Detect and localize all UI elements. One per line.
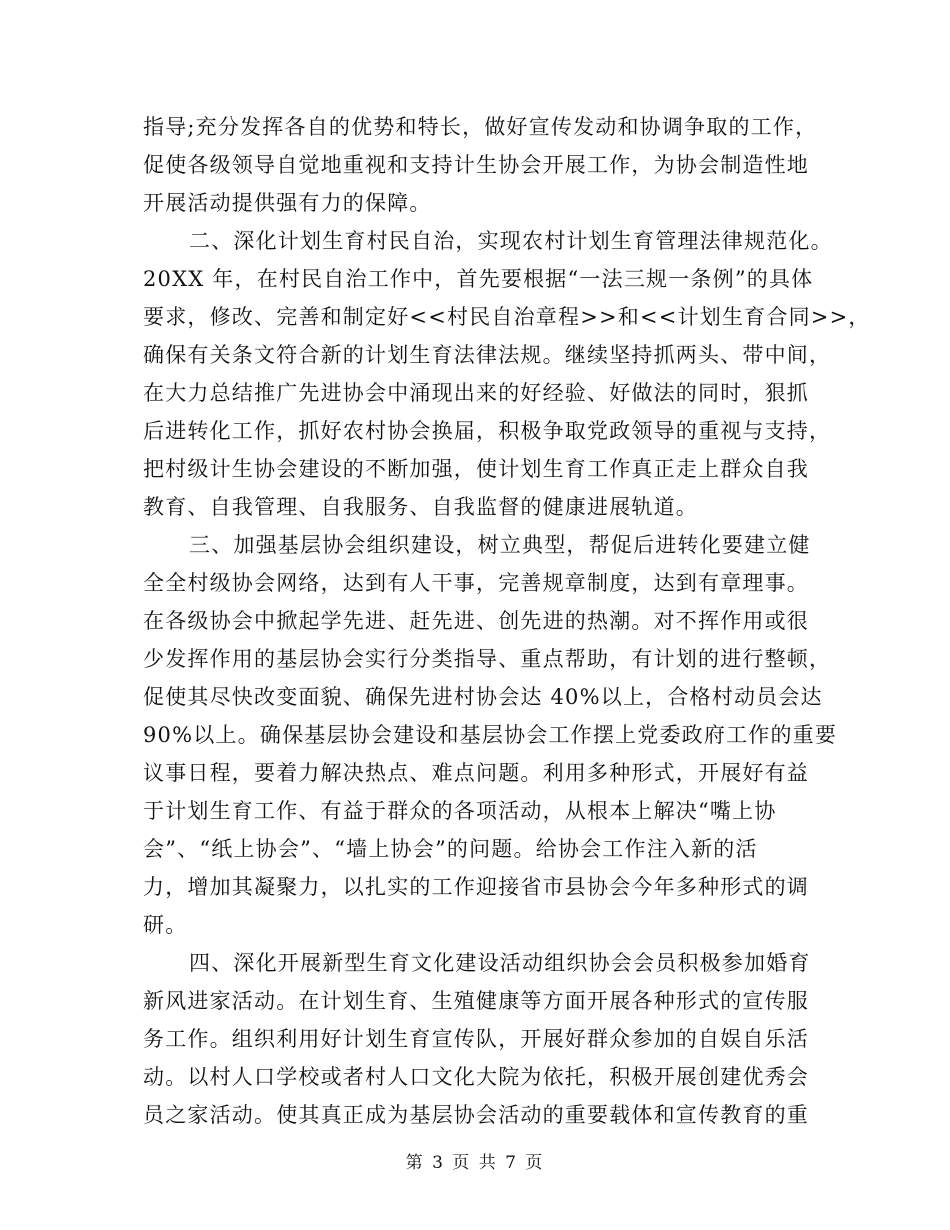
text-line: 指导;充分发挥各自的优势和特长，做好宣传发动和协调争取的工作，: [143, 115, 818, 139]
text-line: 把村级计生协会建设的不断加强，使计划生育工作真正走上群众自我: [143, 457, 809, 481]
text-line: 二、深化计划生育村民自治，实现农村计划生育管理法律规范化。: [189, 229, 833, 253]
text-line: 于计划生育工作、有益于群众的各项活动，从根本上解决“嘴上协: [143, 799, 777, 823]
text-line: 研。: [143, 913, 188, 937]
text-line: 员之家活动。使其真正成为基层协会活动的重要载体和宣传教育的重: [143, 1103, 809, 1127]
text-line: 动。以村人口学校或者村人口文化大院为依托，积极开展创建优秀会: [143, 1065, 809, 1089]
text-line: 确保有关条文符合新的计划生育法律法规。继续坚持抓两头、带中间，: [143, 343, 832, 367]
text-line: 力，增加其凝聚力，以扎实的工作迎接省市县协会今年多种形式的调: [143, 875, 809, 899]
text-line: 后进转化工作，抓好农村协会换届，积极争取党政领导的重视与支持，: [143, 419, 832, 443]
text-line: 促使其尽快改变面貌、确保先进村协会达 40%以上，合格村动员会达: [143, 685, 823, 709]
page-number-footer: 第 3 页 共 7 页: [405, 1153, 545, 1173]
text-line: 在各级协会中掀起学先进、赶先进、创先进的热潮。对不挥作用或很: [143, 609, 809, 633]
text-line: 教育、自我管理、自我服务、自我监督的健康进展轨道。: [143, 495, 698, 519]
text-line: 四、深化开展新型生育文化建设活动组织协会会员积极参加婚育: [189, 951, 811, 975]
text-line: 务工作。组织利用好计划生育宣传队，开展好群众参加的自娱自乐活: [143, 1027, 809, 1051]
text-line: 20XX 年，在村民自治工作中，首先要根据“一法三规一条例”的具体: [143, 267, 814, 291]
text-line: 三、加强基层协会组织建设，树立典型，帮促后进转化要建立健: [189, 533, 811, 557]
text-line: 少发挥作用的基层协会实行分类指导、重点帮助，有计划的进行整顿，: [143, 647, 832, 671]
text-line: 开展活动提供强有力的保障。: [143, 191, 432, 215]
text-line: 在大力总结推广先进协会中涌现出来的好经验、好做法的同时，狠抓: [143, 381, 809, 405]
text-line: 全全村级协会网络，达到有人干事，完善规章制度，达到有章理事。: [143, 571, 809, 595]
text-line: 会”、“纸上协会”、“墙上协会”的问题。给协会工作注入新的活: [143, 837, 758, 861]
text-line: 90%以上。确保基层协会建设和基层协会工作摆上党委政府工作的重要: [143, 723, 838, 747]
text-line: 新风进家活动。在计划生育、生殖健康等方面开展各种形式的宣传服: [143, 989, 809, 1013]
text-line: 促使各级领导自觉地重视和支持计生协会开展工作，为协会制造性地: [143, 153, 809, 177]
text-line: 要求，修改、完善和制定好<<村民自治章程>>和<<计划生育合同>>，: [143, 305, 871, 329]
text-line: 议事日程，要着力解决热点、难点问题。利用多种形式，开展好有益: [143, 761, 809, 785]
